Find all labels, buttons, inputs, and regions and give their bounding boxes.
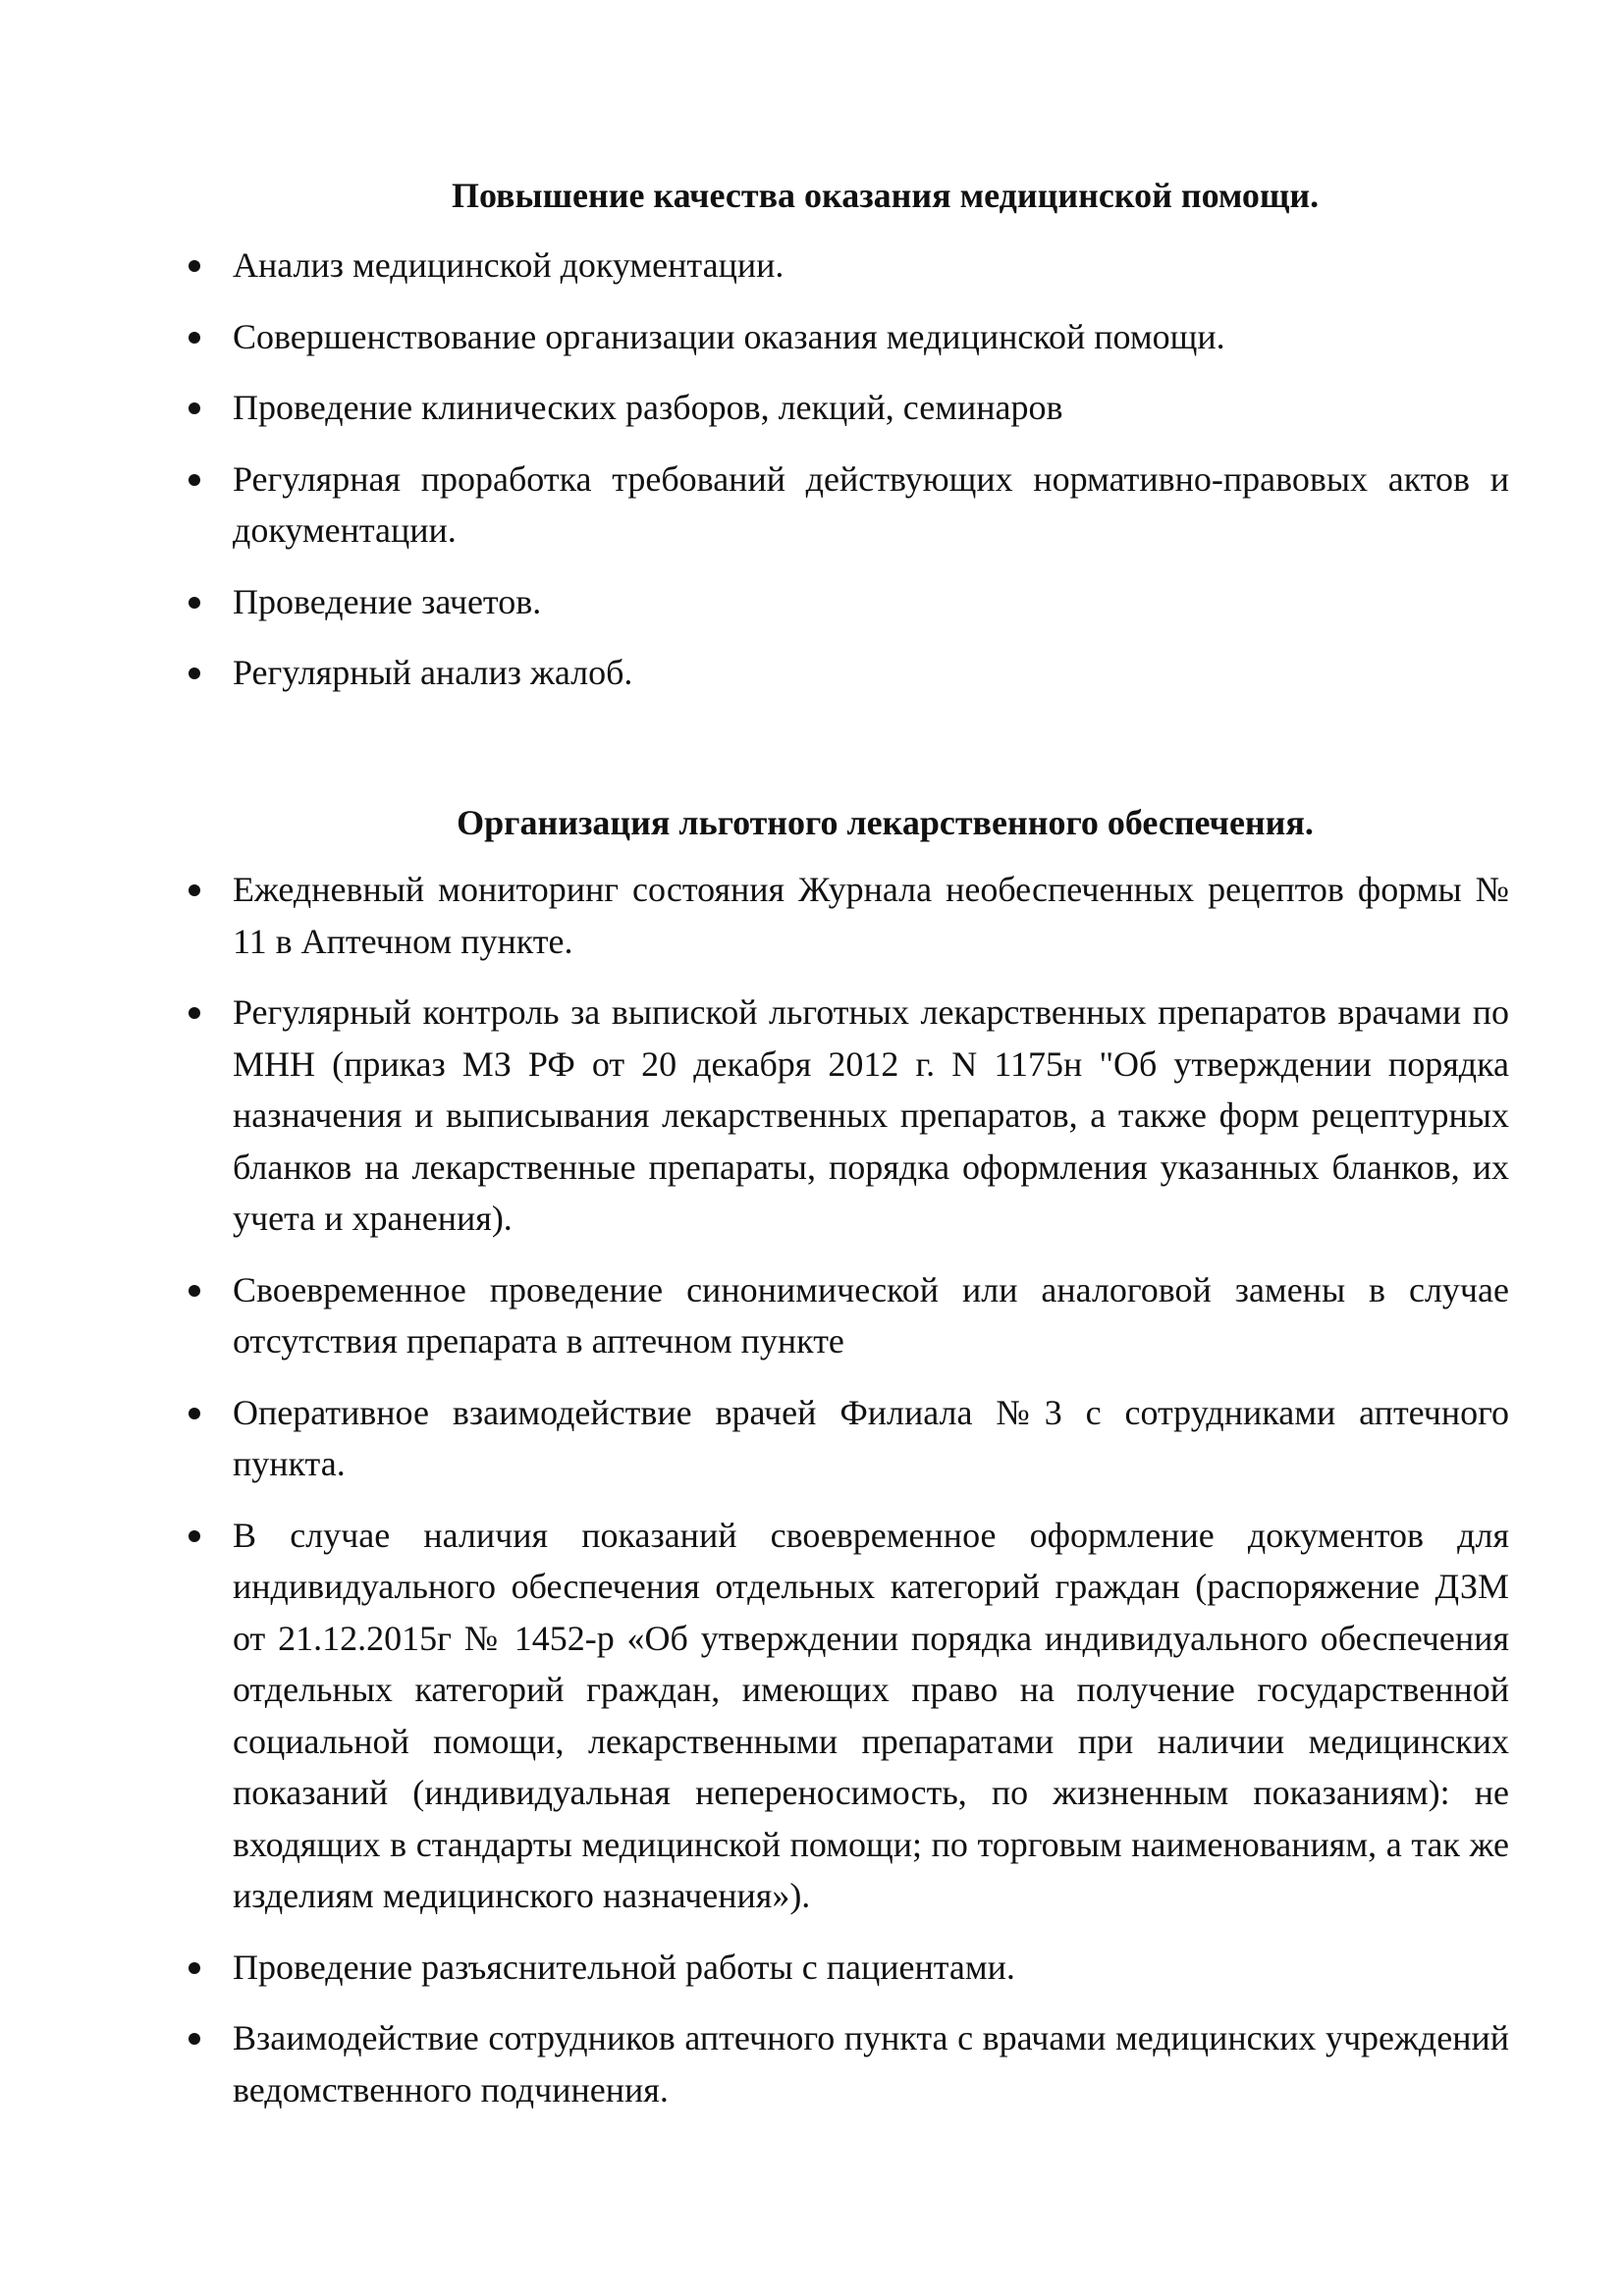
list-item: Проведение зачетов. xyxy=(189,576,1509,628)
list-item: Взаимодействие сотрудников аптечного пункта с врачами медицинских учреждений ведомственного подчинения. xyxy=(189,2012,1509,2115)
bullet-icon xyxy=(189,667,200,679)
list-item: Оперативное взаимодействие врачей Филиала №3 с сотрудниками аптечного пункта. xyxy=(189,1387,1509,1490)
list-item: Проведение разъяснительной работы с пациентами. xyxy=(189,1942,1509,1994)
bullet-icon xyxy=(189,332,200,344)
list-item: Анализ медицинской документации. xyxy=(189,240,1509,292)
bullet-icon xyxy=(189,597,200,609)
section-title-quality: Повышение качества оказания медицинской помощи. xyxy=(451,176,1320,215)
bullet-icon xyxy=(189,2033,200,2045)
bullet-icon xyxy=(189,1285,200,1297)
quality-measures-list xyxy=(189,240,1509,719)
bullet-icon xyxy=(189,884,200,896)
list-item: Совершенствование организации оказания медицинской помощи. xyxy=(189,311,1509,363)
list-item: В случае наличия показаний своевременное оформление документов для индивидуального обеспечения отдельных категорий граждан (распоряжение ДЗМ от 21.12.2015г № 1452-р «Об утверждении порядка индивидуального обеспечения отдельных категорий граждан, имеющих право на получение государственной социальной помощи, лекарственными препаратами при наличии медицинских показаний (индивидуальная непереносимость, по жизненным показаниям): не входящих в стандарты медицинской помощи; по торговым наименованиям, а так же изделиям медицинского назначения»). xyxy=(189,1510,1509,1922)
list-item: Своевременное проведение синонимической или аналоговой замены в случае отсутствия препарата в аптечном пункте xyxy=(189,1264,1509,1367)
list-item: Проведение клинических разборов, лекций, семинаров xyxy=(189,382,1509,434)
bullet-icon xyxy=(189,402,200,414)
list-item: Ежедневный мониторинг состояния Журнала необеспеченных рецептов формы № 11 в Аптечном пункте. xyxy=(189,864,1509,967)
bullet-icon xyxy=(189,260,200,272)
drug-supply-measures-list xyxy=(189,864,1509,2135)
bullet-icon xyxy=(189,1962,200,1974)
bullet-icon xyxy=(189,474,200,486)
bullet-icon xyxy=(189,1530,200,1542)
list-item: Регулярный контроль за выпиской льготных лекарственных препаратов врачами по МНН (приказ МЗ РФ от 20 декабря 2012 г. N 1175н "Об утверждении порядка назначения и выписывания лекарственных препаратов, а также форм рецептурных бланков на лекарственные препараты, порядка оформления указанных бланков, их учета и хранения). xyxy=(189,987,1509,1245)
list-item: Регулярный анализ жалоб. xyxy=(189,647,1509,699)
bullet-icon xyxy=(189,1408,200,1419)
bullet-icon xyxy=(189,1007,200,1019)
list-item: Регулярная проработка требований действующих нормативно-правовых актов и документации. xyxy=(189,454,1509,557)
section-title-drug-supply: Организация льготного лекарственного обеспечения. xyxy=(457,803,1314,842)
